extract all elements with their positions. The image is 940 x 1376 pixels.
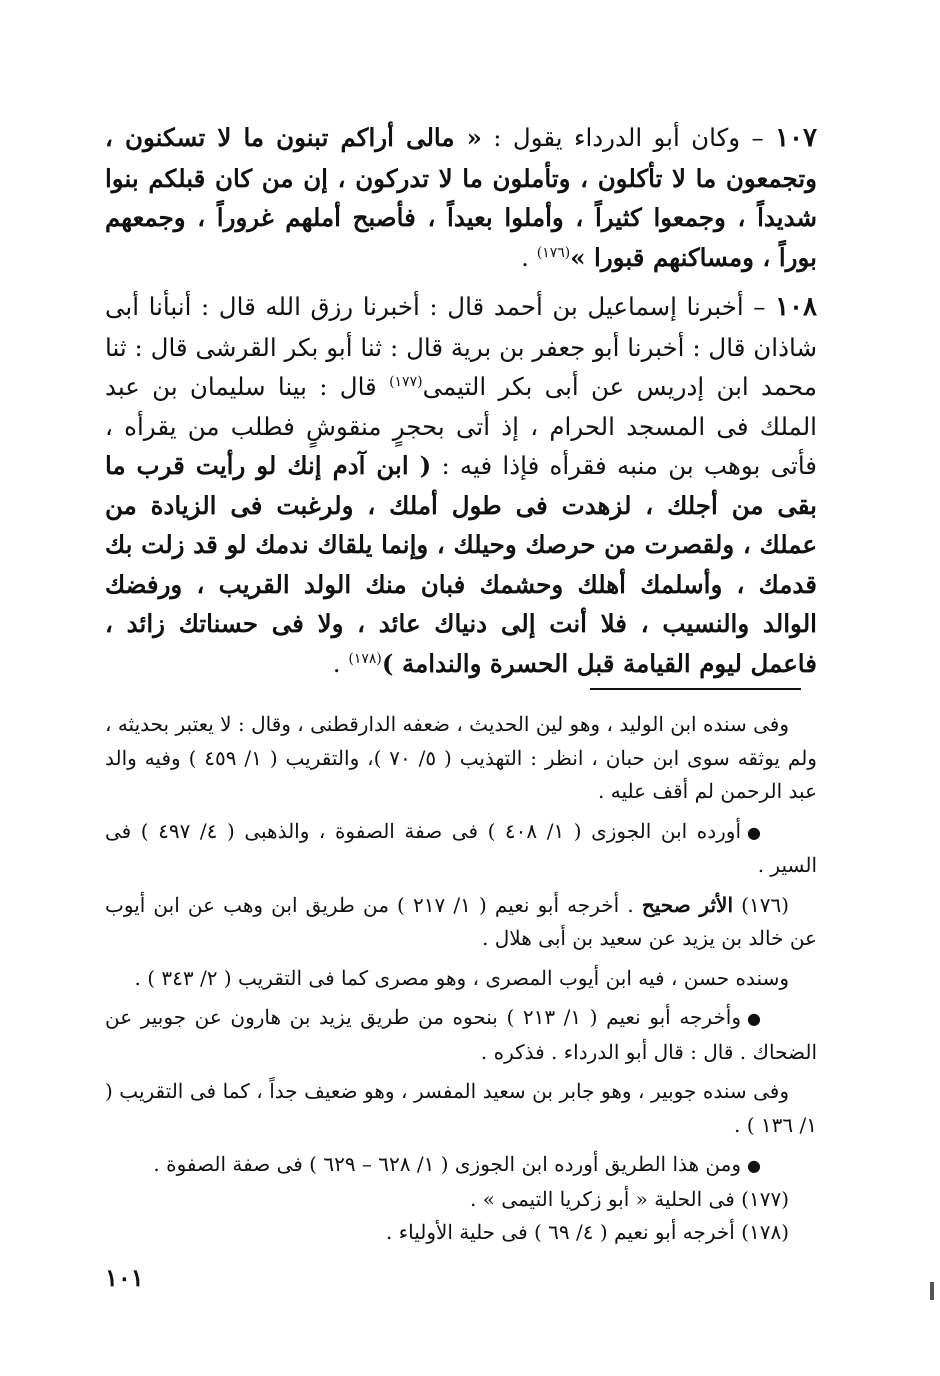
bullet-icon: ● [747, 1156, 761, 1175]
footnote [105, 889, 817, 956]
paragraph-end: . [521, 242, 537, 272]
bullet-icon: ● [747, 822, 761, 842]
footnote: (١٧٨) أخرجه أبو نعيم ( ٤/ ٦٩ ) فى حلية الأولياء . [385, 1220, 789, 1244]
narration-text: قال : بينا سليمان بن عبد الملك فى المسجد الحرام ، إذ أتى بحجرٍ منقوشٍ فطلب من يقرأه ، فأتى بوهب بن منبه فقرأه فإذا فيه : [105, 372, 817, 480]
quote-text: « مالى أراكم تبنون ما لا تسكنون ، وتجمعون ما لا تأكلون ، وتأملون ما لا تدركون ، إن من كان قبلكم بنوا شديداً ، وجمعوا كثيراً ، وأملوا بعيداً ، فأصبح أملهم غروراً ، وجمعهم بوراً ، ومساكنهم قبورا » [105, 123, 817, 272]
page-number: ١٠١ [105, 1263, 144, 1292]
paragraph-number: ١٠٨ [775, 292, 817, 322]
quote-text: ( ابن آدم إنك لو رأيت قرب ما بقى من أجلك ، لزهدت فى طول أملك ، ولرغبت فى الزيادة من عملك ، ولقصرت من حرصك وحيلك ، وإنما يلقاك ندمك لو قد زلت بك قدمك ، وأسلمك أهلك وحشمك فبان منك الولد القريب ، ورفضك الوالد والنسيب ، فلا أنت إلى دنياك عائد ، ولا فى حسناتك زائد ، فاعمل ليوم القيامة قبل الحسرة والندامة ) [105, 451, 817, 678]
paragraph-107 [105, 118, 817, 277]
footnote [105, 1148, 817, 1183]
footnote: وسنده حسن ، فيه ابن أيوب المصرى ، وهو مصرى كما فى التقريب ( ٢/ ٣٤٣ ) . [134, 965, 789, 990]
footnote [105, 1001, 817, 1069]
footnote-text: وأخرجه أبو نعيم ( ١/ ٢١٣ ) بنحوه من طريق يزيد بن هارون عن جوبير عن الضحاك . قال : قال أبو الدرداء . فذكره . [105, 1005, 817, 1064]
page-edge-mark [930, 1282, 934, 1300]
footnote-ref: (١٧٦) [536, 244, 571, 261]
footnotes [105, 708, 817, 1250]
footnote: (١٧٧) فى الحلية « أبو زكريا التيمى » . [470, 1186, 789, 1211]
paragraph-intro: – وكان أبو الدرداء يقول : [481, 123, 776, 152]
footnote: وفى سنده ابن الوليد ، وهو لين الحديث ، ضعفه الدارقطنى ، وقال : لا يعتبر بحديثه ، ولم يوثقه سوى ابن حبان ، انظر : التهذيب ( ٥/ ٧٠ )، والتقريب ( ١/ ٤٥٩ ) وفيه والد عبد الرحمن لم أقف عليه . [105, 712, 817, 803]
footnote: وفى سنده جوبير ، وهو جابر بن سعيد المفسر ، وهو ضعيف جداً ، كما فى التقريب ( ١/ ١٣٦ ) . [105, 1079, 817, 1137]
verdict-text: الأثر صحيح [641, 892, 733, 917]
paragraph-number: ١٠٧ [775, 123, 817, 153]
footnote-text: ومن هذا الطريق أورده ابن الجوزى ( ١/ ٦٢٨ – ٦٢٩ ) فى صفة الصفوة . [153, 1152, 742, 1176]
footnote-text: أورده ابن الجوزى ( ١/ ٤٠٨ ) فى صفة الصفوة ، والذهبى ( ٤/ ٤٩٧ ) فى السير . [105, 818, 817, 877]
paragraph-end: . [332, 648, 349, 678]
footnote-ref: (١٧٨) [348, 650, 382, 667]
paragraph-108 [105, 287, 817, 683]
isnad-text: – أخبرنا إسماعيل بن أحمد قال : أخبرنا رزق الله قال : أنبأنا أبى شاذان قال : أخبرنا أبو جعفر بن برية قال : ثنا أبو بكر القرشى قال : ثنا محمد ابن إدريس عن أبى بكر التيمى [105, 292, 817, 401]
footnote-ref: (١٧٧) [389, 373, 423, 390]
footnote [105, 815, 817, 883]
footnote-text: . أخرجه أبو نعيم ( ١/ ٢١٧ ) من طريق ابن وهب عن ابن أيوب عن خالد بن يزيد عن سعيد بن أبى هلال . [105, 892, 817, 950]
bullet-icon: ● [747, 1009, 761, 1028]
main-text [105, 118, 817, 683]
footnote-label: (١٧٦) [741, 892, 789, 917]
footnote-divider [590, 688, 801, 690]
